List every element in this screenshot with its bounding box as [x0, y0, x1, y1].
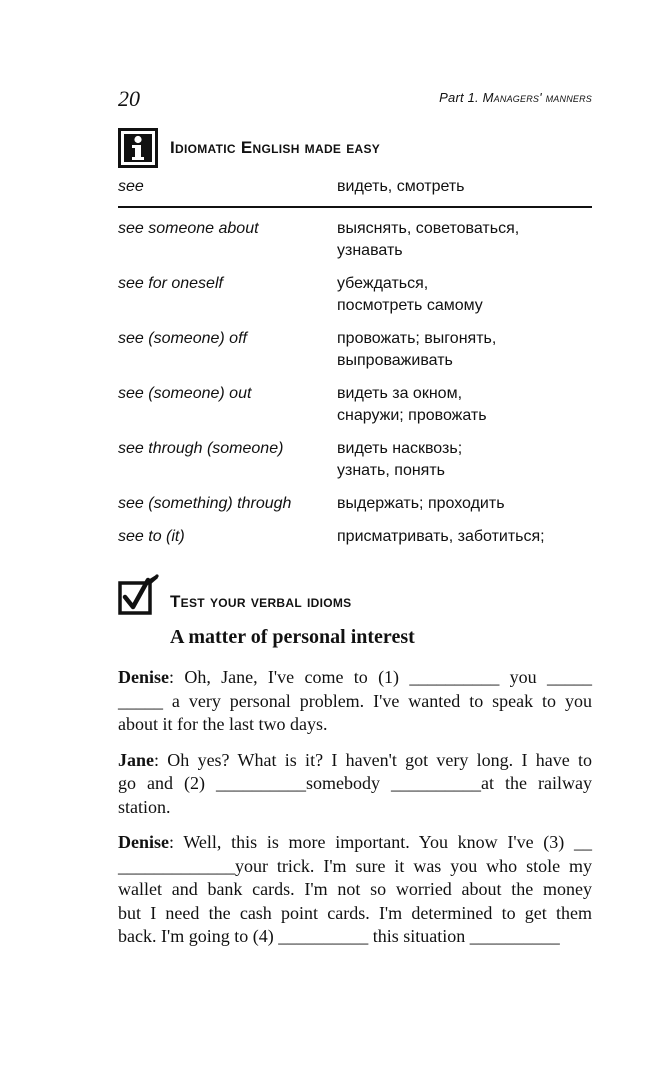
dialogue-line: [118, 772, 592, 796]
dialogue-line: [118, 902, 592, 926]
translation-line: узнать, понять: [337, 462, 445, 479]
dialogue-text: go and (2) __________somebody __________at the railway: [118, 773, 592, 793]
dialogue-line: [118, 690, 592, 714]
idiom-term: see (someone) off: [118, 330, 247, 347]
dialogue-text: about it for the last two days.: [118, 714, 328, 734]
part-title: Managers' manners: [482, 90, 592, 105]
dialogue-line: [118, 855, 592, 879]
translation-line: посмотреть самому: [337, 297, 483, 314]
idiom-translation: [337, 176, 592, 198]
exercise-subtitle: A matter of personal interest: [170, 626, 415, 648]
page-header: [118, 86, 592, 112]
translation-line: убеждаться,: [337, 275, 429, 292]
glossary-row: [118, 218, 592, 262]
glossary-row: [118, 526, 592, 548]
idiom-term: see (someone) out: [118, 385, 252, 402]
part-label: Part 1.: [439, 90, 479, 105]
glossary-row: [118, 438, 592, 482]
translation-line: выдержать; проходить: [337, 495, 505, 512]
idiom-term: see someone about: [118, 220, 259, 237]
translation-line: снаружи; провожать: [337, 407, 487, 424]
dialogue-turn: [118, 749, 592, 820]
translation-line: видеть, смотреть: [337, 178, 465, 195]
info-icon: [118, 128, 158, 168]
idiom-translation: [337, 273, 592, 317]
dialogue-line: [118, 796, 592, 820]
glossary-row: [118, 328, 592, 372]
glossary-row: [118, 176, 592, 208]
running-title: [439, 90, 592, 105]
glossary-row: [118, 273, 592, 317]
idiom-translation: [337, 438, 592, 482]
speaker-name: Denise: [118, 832, 169, 852]
idiom-term: see through (someone): [118, 440, 284, 457]
translation-line: видеть за окном,: [337, 385, 463, 402]
translation-line: выяснять, советоваться,: [337, 220, 520, 237]
idiom-term: see to (it): [118, 528, 185, 545]
translation-line: провожать; выгонять,: [337, 330, 497, 347]
dialogue-line: [118, 925, 592, 949]
dialogue-line: [118, 713, 592, 737]
dialogue-line: [118, 749, 592, 773]
speaker-name: Denise: [118, 667, 169, 687]
section-title-idioms: Idiomatic English made easy: [170, 138, 381, 157]
checkbox-check-icon: [118, 574, 160, 616]
idiom-term: see for oneself: [118, 275, 223, 292]
idiom-term: see: [118, 178, 144, 195]
speaker-name: Jane: [118, 749, 154, 770]
page-number: 20: [118, 86, 140, 111]
translation-line: узнавать: [337, 242, 403, 259]
dialogue-line: [118, 666, 592, 690]
idiom-translation: [337, 526, 592, 548]
dialogue-line: [118, 831, 592, 855]
dialogue-text: _____ a very personal problem. I've wanted to speak to you: [118, 690, 592, 711]
dialogue-line: [118, 878, 592, 902]
dialogue-text: : Oh yes? What is it? I haven't got very long. I have to: [154, 749, 592, 770]
translation-line: выпроваживать: [337, 352, 453, 369]
translation-line: присматривать, заботиться;: [337, 528, 545, 545]
section-title-test: Test your verbal idioms: [170, 592, 352, 611]
dialogue-exercise: [118, 666, 592, 961]
dialogue-text: : Oh, Jane, I've come to (1) __________ you _____: [169, 667, 592, 687]
glossary-row: [118, 383, 592, 427]
idiom-term: see (something) through: [118, 495, 292, 512]
dialogue-turn: [118, 831, 592, 949]
idiom-translation: [337, 218, 592, 262]
dialogue-turn: [118, 666, 592, 737]
dialogue-text: but I need the cash point cards. I'm determined to get them: [118, 902, 592, 923]
dialogue-text: : Well, this is more important. You know I've (3) __: [169, 832, 592, 852]
idiom-translation: [337, 328, 592, 372]
idiom-translation: [337, 493, 592, 515]
dialogue-text: back. I'm going to (4) __________ this situation __________: [118, 926, 560, 946]
glossary-row: [118, 493, 592, 515]
translation-line: видеть насквозь;: [337, 440, 463, 457]
glossary-table: [118, 176, 592, 548]
dialogue-text: station.: [118, 796, 171, 817]
dialogue-text: _____________your trick. I'm sure it was you who stole my: [118, 855, 592, 876]
idiom-translation: [337, 383, 592, 427]
dialogue-text: wallet and bank cards. I'm not so worried about the money: [118, 879, 592, 899]
